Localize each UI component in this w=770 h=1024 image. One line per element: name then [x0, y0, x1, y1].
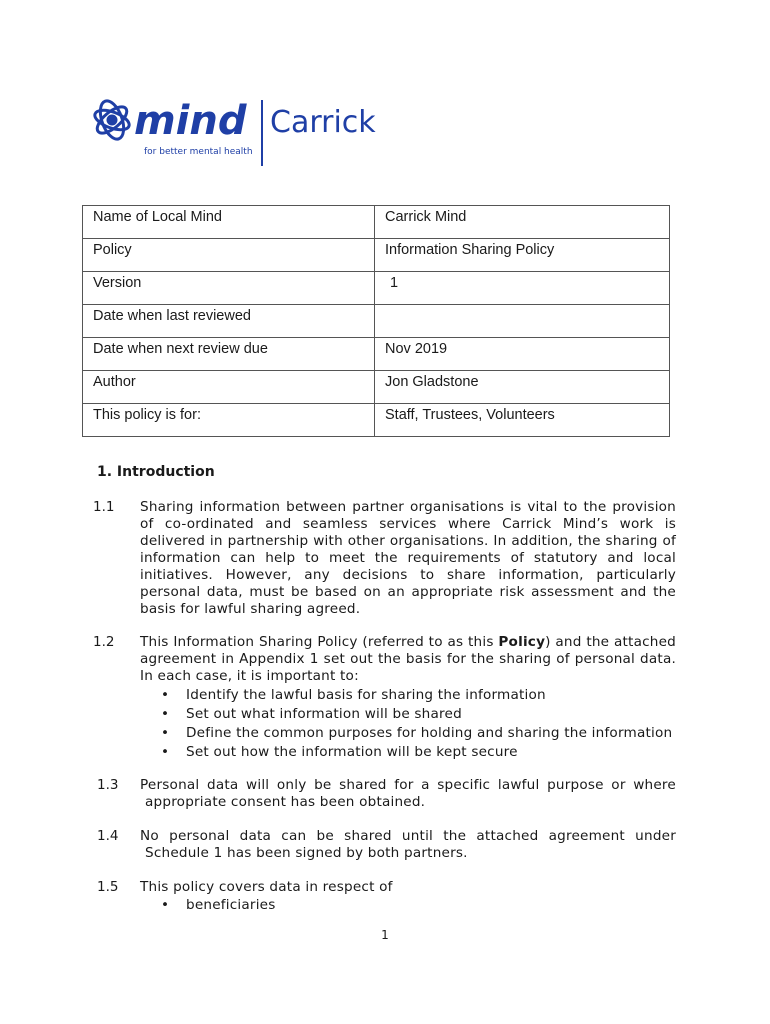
list-item: • Define the common purposes for holding and sharing the information [140, 724, 672, 743]
paragraph-number: 1.5 [97, 879, 119, 895]
table-value: Carrick Mind [375, 206, 670, 239]
logo-tagline: for better mental health [144, 147, 253, 157]
section-heading-introduction: 1. Introduction [97, 464, 215, 480]
table-value: 1 [375, 272, 670, 305]
table-label: This policy is for: [83, 404, 375, 437]
mind-flower-icon [92, 98, 131, 142]
table-label: Name of Local Mind [83, 206, 375, 239]
paragraph-number: 1.4 [97, 828, 119, 844]
table-label: Version [83, 272, 375, 305]
paragraph-number: 1.1 [93, 499, 115, 515]
table-row [83, 239, 670, 272]
paragraph-text: ) and the attached agreement in Appendix 1 set out the basis for the sharing of personal data. In each case, it is important to: [140, 634, 676, 684]
paragraph-line: appropriate consent has been obtained. [145, 794, 426, 810]
table-label: Date when next review due [83, 338, 375, 371]
policy-info-table [82, 205, 670, 437]
policy-term: Policy [498, 634, 546, 650]
page-number: 1 [381, 928, 389, 942]
paragraph-line: Personal data will only be shared for a specific lawful purpose or where [140, 777, 676, 793]
paragraph-text: This Information Sharing Policy (referred to as this [140, 634, 499, 650]
logo-partner: Carrick [270, 105, 376, 140]
list-item: • Set out what information will be shared [140, 705, 672, 724]
paragraph-1-3 [140, 777, 676, 811]
table-value: Jon Gladstone [375, 371, 670, 404]
paragraph-line: Schedule 1 has been signed by both partners. [145, 845, 468, 861]
bullet-list [140, 686, 672, 762]
table-label: Policy [83, 239, 375, 272]
list-item: • Identify the lawful basis for sharing the information [140, 686, 672, 705]
paragraph-line: No personal data can be shared until the attached agreement under [140, 828, 676, 844]
paragraph-1-2 [140, 634, 676, 685]
table-value [375, 305, 670, 338]
table-row [83, 206, 670, 239]
paragraph-1-5: This policy covers data in respect of [140, 879, 393, 895]
paragraph-number: 1.3 [97, 777, 119, 793]
table-value: Nov 2019 [375, 338, 670, 371]
table-value: Staff, Trustees, Volunteers [375, 404, 670, 437]
table-label: Date when last reviewed [83, 305, 375, 338]
list-item: • beneficiaries [140, 896, 276, 915]
bullet-list [140, 896, 276, 915]
table-row [83, 404, 670, 437]
table-row [83, 305, 670, 338]
table-value: Information Sharing Policy [375, 239, 670, 272]
paragraph-1-1: Sharing information between partner organisations is vital to the provision of co-ordinated and seamless services where Carrick Mind’s work is delivered in partnership with other organisations. In addition, the sharing of information can help to meet the requirements of statutory and local initiatives. However, any decisions to share information, particularly personal data, must be based on an appropriate risk assessment and the basis for lawful sharing agreed. [140, 499, 676, 617]
paragraph-number: 1.2 [93, 634, 115, 650]
table-row [83, 371, 670, 404]
table-row [83, 338, 670, 371]
table-row [83, 272, 670, 305]
logo-brand: mind [134, 98, 247, 144]
list-item: • Set out how the information will be kept secure [140, 743, 672, 762]
carrick-mind-logo [90, 86, 390, 170]
table-label: Author [83, 371, 375, 404]
paragraph-1-4 [140, 828, 676, 862]
